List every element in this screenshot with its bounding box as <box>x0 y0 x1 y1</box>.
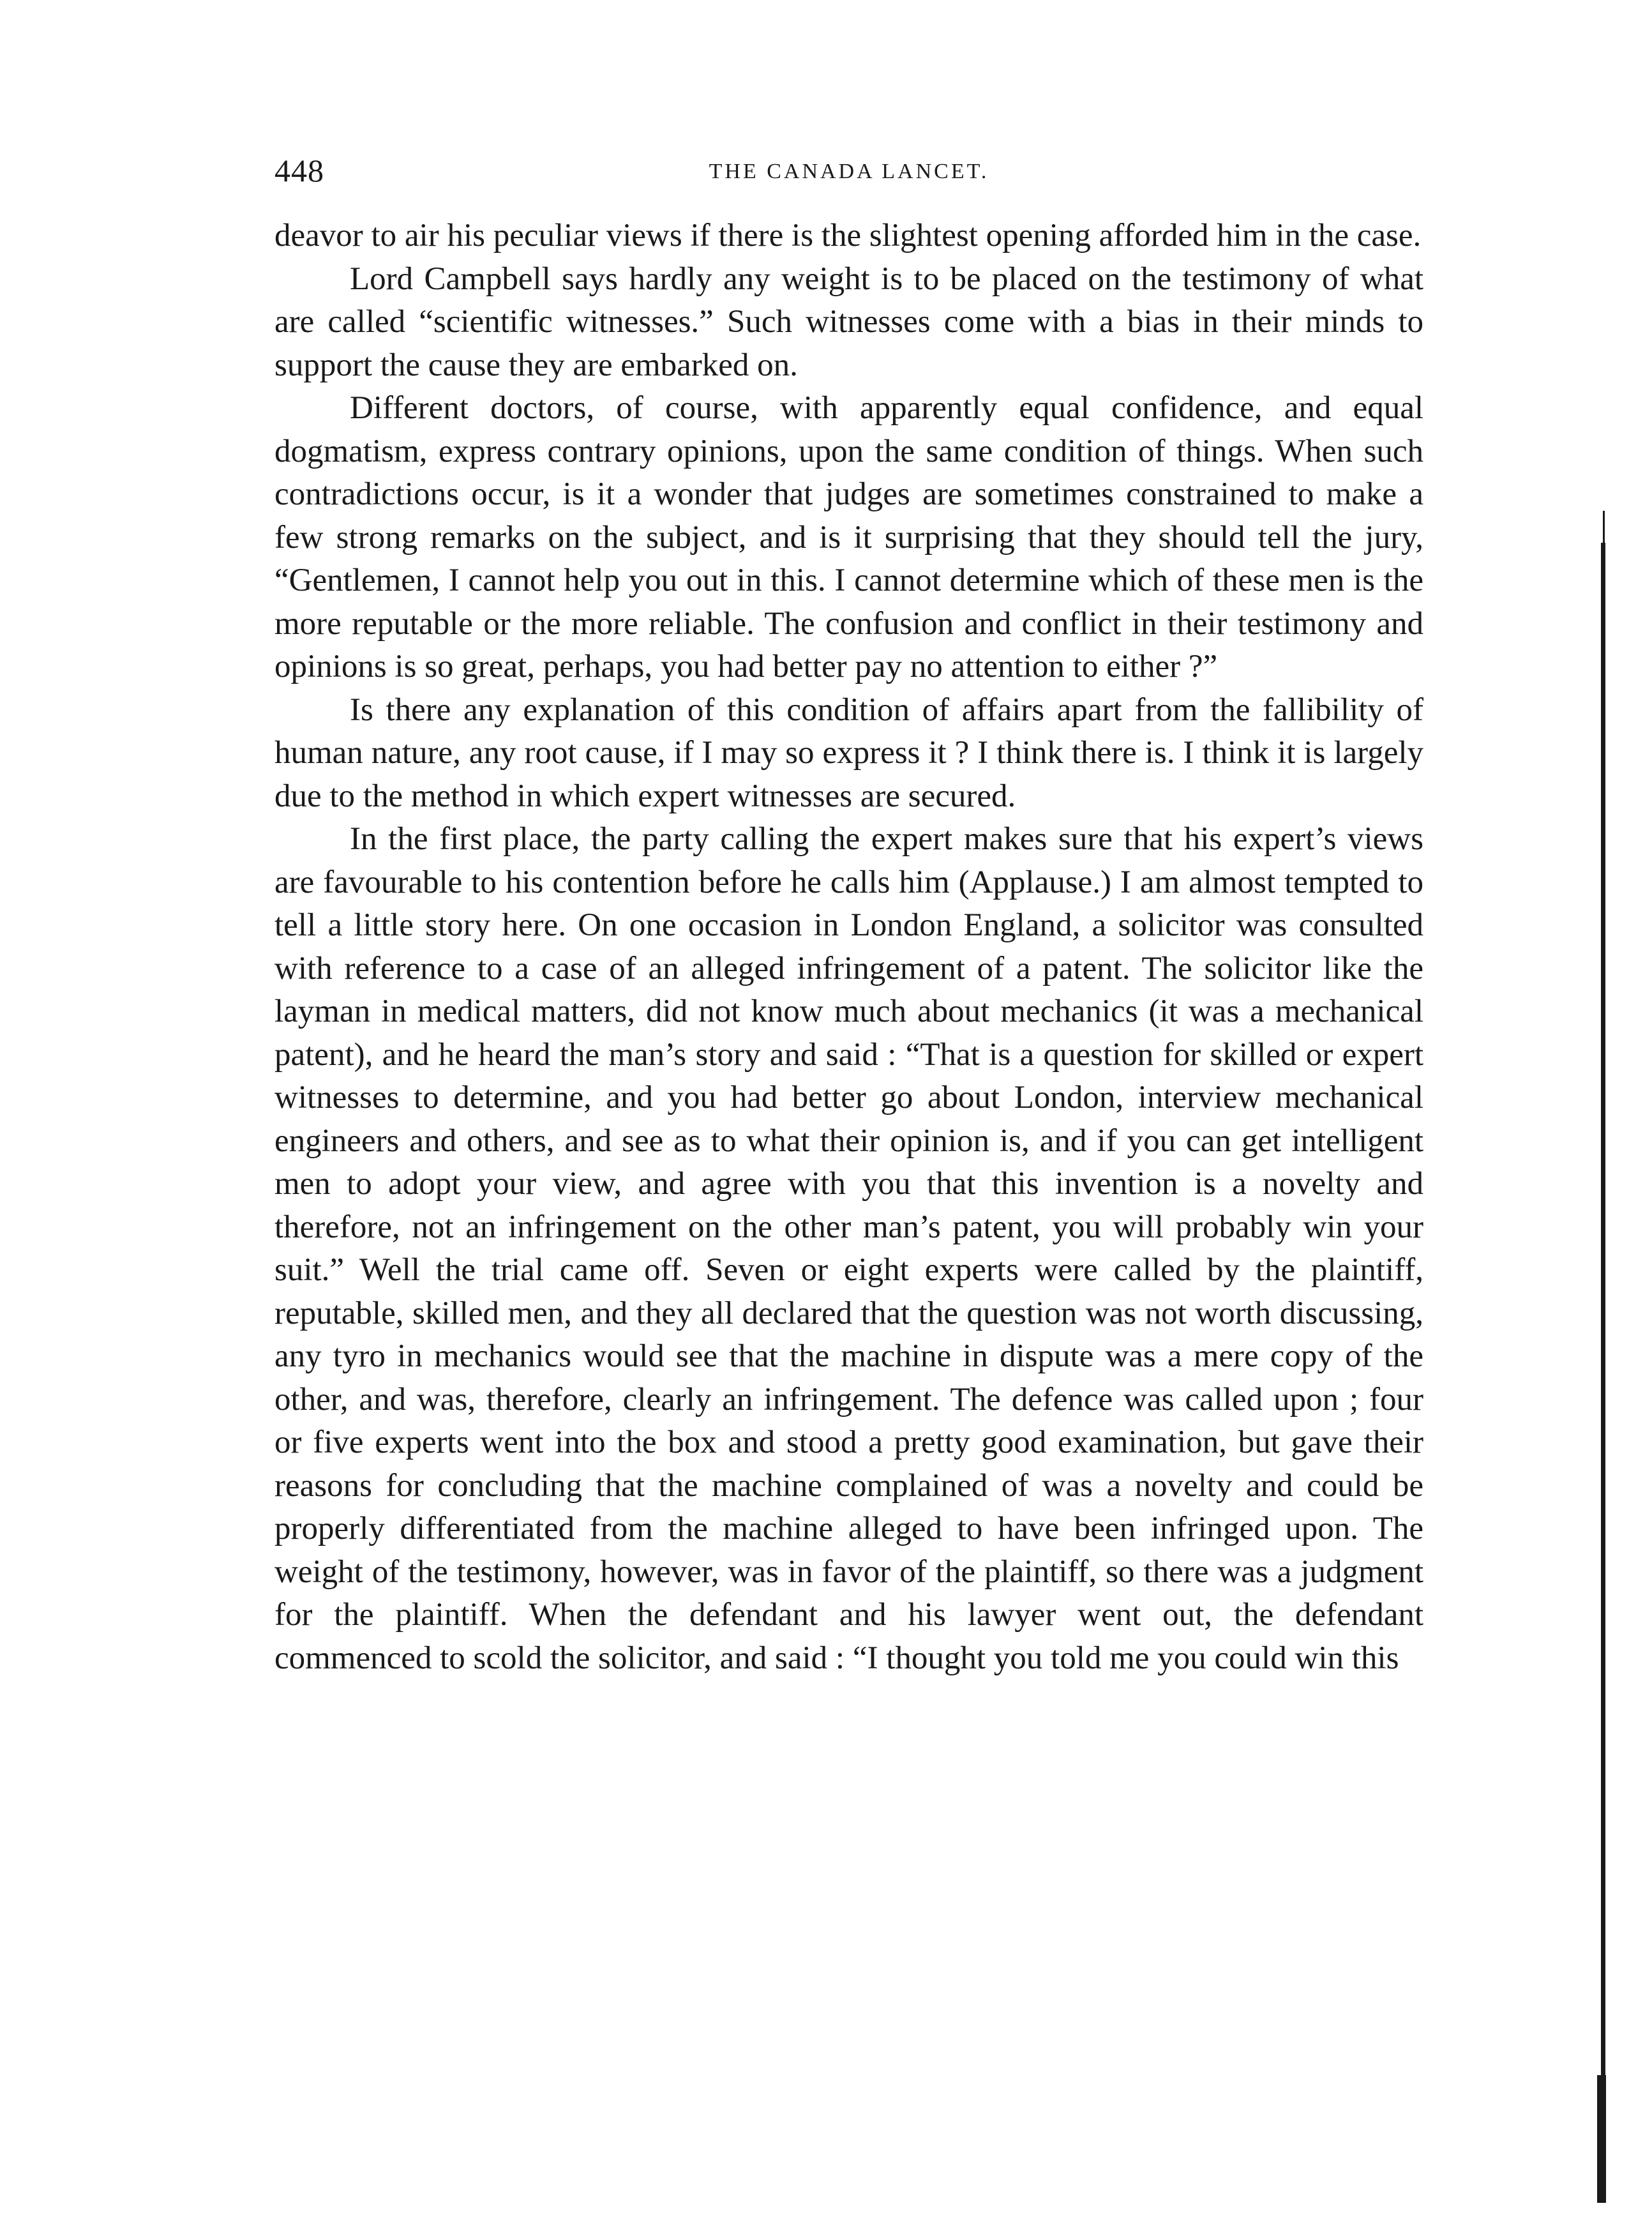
paragraph: Lord Campbell says hardly any weight is to be placed on the testimony of what are called “scientific witnesses.” Such witnesses come with a bias in their minds to support the cause they are embarked on. <box>274 261 1423 383</box>
paragraph-continuation: deavor to air his peculiar views if there is the slightest opening afforded him in the case. <box>274 218 1422 253</box>
paragraph: In the first place, the party calling the expert makes sure that his expert’s views are favourable to his contention before he calls him (Applause.) I am almost tempted to tell a little story here. On one occasion in London England, a solicitor was consulted with reference to a case of an alleged infringement of a patent. The solicitor like the layman in medical matters, did not know much about mechanics (it was a mechanical patent), and he heard the man’s story and said : “That is a question for skilled or expert witnesses to determine, and you had better go about London, interview mechanical engineers and others, and see as to what their opinion is, and if you can get intelligent men to adopt your view, and agree with you that this invention is a novelty and therefore, not an infringement on the other man’s patent, you will probably win your suit.” Well the trial came off. Seven or eight experts were called by the plaintiff, reputable, skilled men, and they all declared that the question was not worth discussing, any tyro in mechanics would see that the machine in dispute was a mere copy of the other, and was, therefore, clearly an infringement. The defence was called upon ; four or five experts went into the box and stood a pretty good examination, but gave their reasons for concluding that the machine complained of was a novelty and could be properly differentiated from the machine alleged to have been infringed upon. The weight of the testimony, however, was in favor of the plaintiff, so there was a judgment for the plaintiff. When the defendant and his lawyer went out, the defendant commenced to scold the solicitor, and said : “I thought you told me you could win this <box>274 821 1423 1676</box>
paragraph: Is there any explanation of this condition of affairs apart from the fallibility of human nature, any root cause, if I may so express it ? I think there is. I think it is largely due to the method in which expert witnesses are secured. <box>274 692 1423 814</box>
paragraph: Different doctors, of course, with apparently equal confidence, and equal dogmatism, express contrary opinions, upon the same condition of things. When such contradictions occur, is it a wonder that judges are sometimes constrained to make a few strong remarks on the subject, and is it surprising that they should tell the jury, “Gentlemen, I cannot help you out in this. I cannot determine which of these men is the more reputable or the more reliable. The confusion and conflict in their testimony and opinions is so great, perhaps, you had better pay no attention to either ?” <box>274 390 1423 684</box>
page-header <box>274 152 1423 197</box>
body-text <box>274 215 1423 1680</box>
margin-scan-line-bottom <box>1597 2075 1606 2203</box>
running-head: THE CANADA LANCET. <box>709 160 989 183</box>
page-number: 448 <box>274 153 324 188</box>
margin-scan-line <box>1601 543 1605 2203</box>
